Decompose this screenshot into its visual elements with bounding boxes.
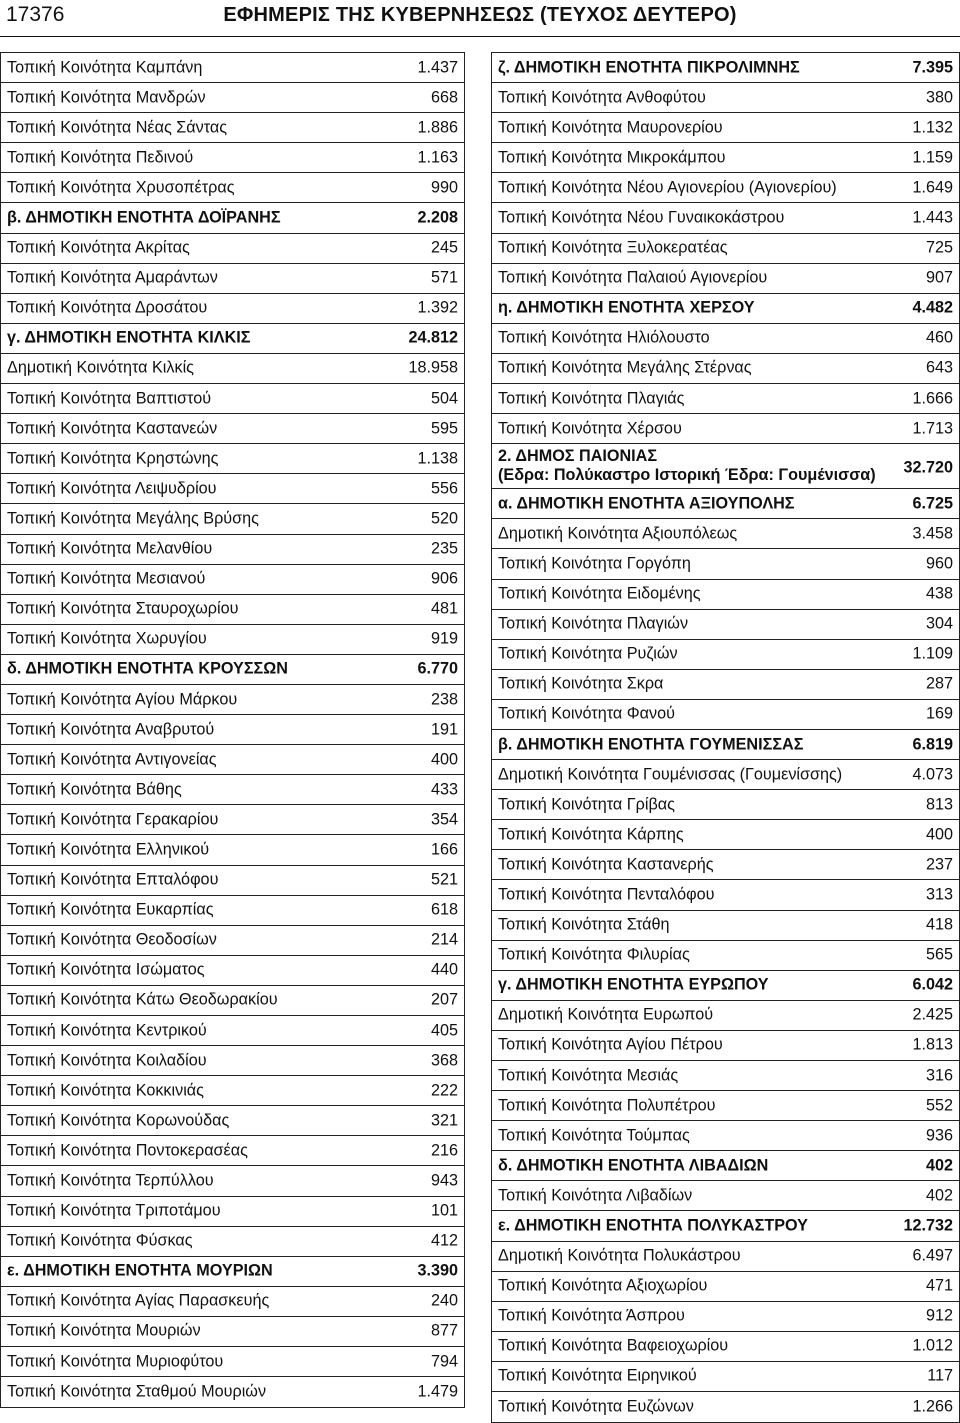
community-name: Τοπική Κοινότητα Νέου Γυναικοκάστρου <box>498 208 785 227</box>
population-value: 6.725 <box>912 494 953 513</box>
population-value: 813 <box>925 795 953 814</box>
population-value: 166 <box>430 840 458 859</box>
population-value: 565 <box>925 945 953 964</box>
population-value: 222 <box>430 1081 458 1100</box>
community-row <box>1 414 464 444</box>
population-value: 936 <box>925 1126 953 1145</box>
community-row <box>1 113 464 143</box>
community-row <box>1 715 464 745</box>
population-value: 990 <box>430 178 458 197</box>
community-name: Τοπική Κοινότητα Φιλυρίας <box>498 945 690 964</box>
population-value: 906 <box>430 569 458 588</box>
population-value: 1.886 <box>417 118 458 137</box>
population-value: 4.073 <box>912 765 953 784</box>
population-value: 1.109 <box>912 644 953 663</box>
community-row <box>1 1347 464 1377</box>
community-name: Τοπική Κοινότητα Κεντρικού <box>7 1021 207 1040</box>
community-row <box>1 1016 464 1046</box>
community-row <box>492 820 959 850</box>
population-value: 521 <box>430 870 458 889</box>
community-name: Τοπική Κοινότητα Ειρηνικού <box>498 1366 697 1385</box>
community-name: Τοπική Κοινότητα Αξιοχωρίου <box>498 1276 708 1295</box>
community-name: Τοπική Κοινότητα Αγίου Πέτρου <box>498 1035 723 1054</box>
community-row <box>1 474 464 504</box>
section-heading-row <box>492 971 959 1001</box>
community-row <box>492 414 959 444</box>
population-value: 3.458 <box>912 524 953 543</box>
community-name: ε. ΔΗΜΟΤΙΚΗ ΕΝΟΤΗΤΑ ΜΟΥΡΙΩΝ <box>7 1261 273 1280</box>
population-value: 18.958 <box>408 358 458 377</box>
population-value: 1.163 <box>417 148 458 167</box>
community-row <box>1 1377 464 1407</box>
community-name: Τοπική Κοινότητα Καστανερής <box>498 855 714 874</box>
community-row <box>492 1332 959 1362</box>
community-row <box>1 926 464 956</box>
community-row <box>492 1302 959 1332</box>
section-heading-row <box>492 1211 959 1241</box>
community-name: Τοπική Κοινότητα Κοιλαδίου <box>7 1051 207 1070</box>
community-name: Τοπική Κοινότητα Ρυζιών <box>498 644 678 663</box>
community-name: Τοπική Κοινότητα Βαπτιστού <box>7 389 212 408</box>
community-row <box>1 595 464 625</box>
community-name: Τοπική Κοινότητα Χέρσου <box>498 419 682 438</box>
population-value: 725 <box>925 238 953 257</box>
population-value: 618 <box>430 900 458 919</box>
community-name: Τοπική Κοινότητα Πλαγιών <box>498 614 689 633</box>
community-name: Δημοτική Κοινότητα Ευρωπού <box>498 1005 714 1024</box>
population-value: 287 <box>925 674 953 693</box>
community-row <box>1 143 464 173</box>
community-name: Δημοτική Κοινότητα Γουμένισσας (Γουμενίσσης) <box>498 765 843 784</box>
community-name: Τοπική Κοινότητα Αγίου Μάρκου <box>7 690 238 709</box>
community-name: Τοπική Κοινότητα Γρίβας <box>498 795 675 814</box>
community-name: δ. ΔΗΜΟΤΙΚΗ ΕΝΟΤΗΤΑ ΛΙΒΑΔΙΩΝ <box>498 1156 769 1175</box>
community-name: Τοπική Κοινότητα Μανδρών <box>7 88 206 107</box>
population-value: 214 <box>430 930 458 949</box>
community-name: Τοπική Κοινότητα Κοκκινιάς <box>7 1081 204 1100</box>
community-row <box>492 113 959 143</box>
community-name: Τοπική Κοινότητα Χωρυγίου <box>7 629 207 648</box>
population-value: 12.732 <box>903 1216 953 1235</box>
community-name: β. ΔΗΜΟΤΙΚΗ ΕΝΟΤΗΤΑ ΔΟΪΡΑΝΗΣ <box>7 208 281 227</box>
population-value: 571 <box>430 268 458 287</box>
community-row <box>1 173 464 203</box>
section-heading-row <box>1 655 464 685</box>
community-row <box>1 775 464 805</box>
community-name: Τοπική Κοινότητα Κρηστώνης <box>7 449 219 468</box>
community-row <box>492 1181 959 1211</box>
community-name: Τοπική Κοινότητα Φύσκας <box>7 1231 193 1250</box>
population-value: 7.395 <box>912 58 953 77</box>
community-name: Τοπική Κοινότητα Φανού <box>498 704 675 723</box>
section-heading-row <box>492 444 959 489</box>
population-value: 471 <box>925 1276 953 1295</box>
community-name: Τοπική Κοινότητα Κάρπης <box>498 825 684 844</box>
community-name: ζ. ΔΗΜΟΤΙΚΗ ΕΝΟΤΗΤΑ ΠΙΚΡΟΛΙΜΝΗΣ <box>498 58 800 77</box>
population-value: 6.770 <box>417 659 458 678</box>
community-row <box>492 760 959 790</box>
community-row <box>492 234 959 264</box>
population-value: 402 <box>925 1156 953 1175</box>
community-row <box>1 294 464 324</box>
community-name: Δημοτική Κοινότητα Πολυκάστρου <box>498 1246 741 1265</box>
community-row <box>492 610 959 640</box>
community-row <box>492 264 959 294</box>
population-value: 907 <box>925 268 953 287</box>
community-name: γ. ΔΗΜΟΤΙΚΗ ΕΝΟΤΗΤΑ ΕΥΡΩΠΟΥ <box>498 975 769 994</box>
community-name: Τοπική Κοινότητα Μικροκάμπου <box>498 148 726 167</box>
community-row <box>492 1272 959 1302</box>
population-value: 1.649 <box>912 178 953 197</box>
community-name: Τοπική Κοινότητα Σταθμού Μουριών <box>7 1382 267 1401</box>
population-value: 117 <box>927 1366 953 1385</box>
community-row <box>1 1197 464 1227</box>
population-value: 595 <box>430 419 458 438</box>
right-population-table <box>491 52 960 1423</box>
community-name: Τοπική Κοινότητα Τούμπας <box>498 1126 690 1145</box>
community-row <box>492 324 959 354</box>
population-value: 101 <box>430 1201 458 1220</box>
community-row <box>1 685 464 715</box>
community-name: Τοπική Κοινότητα Μαυρονερίου <box>498 118 723 137</box>
community-name: Τοπική Κοινότητα Ελληνικού <box>7 840 210 859</box>
community-row <box>1 444 464 474</box>
community-row <box>1 956 464 986</box>
population-value: 1.666 <box>912 389 953 408</box>
population-value: 405 <box>430 1021 458 1040</box>
left-population-table <box>0 52 465 1408</box>
page-number: 17376 <box>6 3 65 26</box>
population-value: 6.819 <box>912 735 953 754</box>
community-name: Τοπική Κοινότητα Γοργόπη <box>498 554 691 573</box>
population-value: 6.042 <box>912 975 953 994</box>
population-value: 1.392 <box>417 298 458 317</box>
population-value: 1.012 <box>912 1336 953 1355</box>
community-row <box>1 83 464 113</box>
population-value: 4.482 <box>912 298 953 317</box>
community-name: Τοπική Κοινότητα Μεγάλης Βρύσης <box>7 509 259 528</box>
community-row <box>492 1242 959 1272</box>
community-row <box>1 1076 464 1106</box>
community-row <box>492 1061 959 1091</box>
community-name: Τοπική Κοινότητα Βαφειοχωρίου <box>498 1336 729 1355</box>
community-name: δ. ΔΗΜΟΤΙΚΗ ΕΝΟΤΗΤΑ ΚΡΟΥΣΣΩΝ <box>7 659 288 678</box>
community-name: Τοπική Κοινότητα Δροσάτου <box>7 298 208 317</box>
community-name: Δημοτική Κοινότητα Κιλκίς <box>7 358 194 377</box>
community-name: Τοπική Κοινότητα Αναβρυτού <box>7 720 215 739</box>
community-name: Τοπική Κοινότητα Θεοδοσίων <box>7 930 217 949</box>
community-name: Τοπική Κοινότητα Παλαιού Αγιονερίου <box>498 268 768 287</box>
section-heading-row <box>1 203 464 233</box>
community-name: Τοπική Κοινότητα Αγίας Παρασκευής <box>7 1291 270 1310</box>
population-value: 520 <box>430 509 458 528</box>
community-row <box>1 1136 464 1166</box>
community-row <box>1 896 464 926</box>
community-name: Τοπική Κοινότητα Πεδινού <box>7 148 194 167</box>
community-row <box>1 805 464 835</box>
community-name <box>498 447 876 485</box>
community-name: Τοπική Κοινότητα Νέου Αγιονερίου (Αγιονερίου) <box>498 178 837 197</box>
population-value: 643 <box>925 358 953 377</box>
community-row <box>492 1362 959 1392</box>
community-row <box>492 1031 959 1061</box>
population-value: 552 <box>925 1096 953 1115</box>
community-row <box>1 234 464 264</box>
community-row <box>1 565 464 595</box>
community-name: Τοπική Κοινότητα Αμαράντων <box>7 268 218 287</box>
community-name: Τοπική Κοινότητα Ξυλοκερατέας <box>498 238 728 257</box>
community-row <box>1 535 464 565</box>
community-name: Τοπική Κοινότητα Ευκαρπίας <box>7 900 214 919</box>
community-name: Τοπική Κοινότητα Μελανθίου <box>7 539 213 558</box>
section-heading-row <box>492 1151 959 1181</box>
population-value: 438 <box>925 584 953 603</box>
population-value: 380 <box>925 88 953 107</box>
community-row <box>492 850 959 880</box>
community-name: Τοπική Κοινότητα Σκρα <box>498 674 664 693</box>
section-heading-row <box>492 53 959 83</box>
community-row <box>492 1392 959 1422</box>
community-name: Τοπική Κοινότητα Μεγάλης Στέρνας <box>498 358 752 377</box>
community-name: Τοπική Κοινότητα Τριποτάμου <box>7 1201 221 1220</box>
community-name: Τοπική Κοινότητα Πλαγιάς <box>498 389 685 408</box>
population-value: 368 <box>430 1051 458 1070</box>
community-row <box>492 580 959 610</box>
population-value: 321 <box>430 1111 458 1130</box>
community-row <box>492 549 959 579</box>
population-value: 1.266 <box>912 1397 953 1416</box>
page-header <box>0 0 960 40</box>
population-value: 400 <box>925 825 953 844</box>
community-name: Τοπική Κοινότητα Λειψυδρίου <box>7 479 217 498</box>
community-name: Τοπική Κοινότητα Μεσιάς <box>498 1066 679 1085</box>
population-value: 316 <box>925 1066 953 1085</box>
population-value: 238 <box>430 690 458 709</box>
community-name: Τοπική Κοινότητα Πολυπέτρου <box>498 1096 716 1115</box>
community-name: Τοπική Κοινότητα Ευζώνων <box>498 1397 694 1416</box>
population-value: 245 <box>430 238 458 257</box>
community-name: Τοπική Κοινότητα Βάθης <box>7 780 182 799</box>
population-value: 216 <box>430 1141 458 1160</box>
community-name: β. ΔΗΜΟΤΙΚΗ ΕΝΟΤΗΤΑ ΓΟΥΜΕΝΙΣΣΑΣ <box>498 735 804 754</box>
population-value: 304 <box>925 614 953 633</box>
community-name: α. ΔΗΜΟΤΙΚΗ ΕΝΟΤΗΤΑ ΑΞΙΟΥΠΟΛΗΣ <box>498 494 795 513</box>
community-row <box>1 835 464 865</box>
municipality-seat-note: (Εδρα: Πολύκαστρο Ιστορική Έδρα: Γουμένισσα) <box>498 466 876 485</box>
community-name: Τοπική Κοινότητα Μουριών <box>7 1321 201 1340</box>
community-name: Τοπική Κοινότητα Αντιγονείας <box>7 750 217 769</box>
population-value: 24.812 <box>408 328 458 347</box>
community-row <box>492 384 959 414</box>
community-row <box>492 354 959 384</box>
community-row <box>1 1227 464 1257</box>
community-name: Τοπική Κοινότητα Καμπάνη <box>7 58 203 77</box>
community-name: Δημοτική Κοινότητα Αξιουπόλεως <box>498 524 738 543</box>
community-name: Τοπική Κοινότητα Γερακαρίου <box>7 810 219 829</box>
community-row <box>492 911 959 941</box>
community-name: γ. ΔΗΜΟΤΙΚΗ ΕΝΟΤΗΤΑ ΚΙΛΚΙΣ <box>7 328 251 347</box>
section-heading-row <box>492 294 959 324</box>
population-value: 32.720 <box>903 458 953 477</box>
community-name: Τοπική Κοινότητα Σταυροχωρίου <box>7 599 239 618</box>
population-value: 237 <box>925 855 953 874</box>
community-row <box>492 640 959 670</box>
community-row <box>1 625 464 655</box>
population-value: 1.479 <box>417 1382 458 1401</box>
population-value: 794 <box>430 1352 458 1371</box>
population-value: 2.425 <box>912 1005 953 1024</box>
community-name: Τοπική Κοινότητα Άσπρου <box>498 1306 685 1325</box>
community-row <box>492 1121 959 1151</box>
population-value: 240 <box>430 1291 458 1310</box>
community-name: Τοπική Κοινότητα Καστανεών <box>7 419 218 438</box>
community-row <box>1 1106 464 1136</box>
population-value: 191 <box>430 720 458 739</box>
community-row <box>492 790 959 820</box>
population-value: 504 <box>430 389 458 408</box>
population-value: 207 <box>430 990 458 1009</box>
population-value: 3.390 <box>417 1261 458 1280</box>
population-value: 912 <box>925 1306 953 1325</box>
population-value: 418 <box>925 915 953 934</box>
community-row <box>1 986 464 1016</box>
community-row <box>1 384 464 414</box>
population-value: 313 <box>925 885 953 904</box>
population-value: 960 <box>925 554 953 573</box>
community-row <box>492 880 959 910</box>
section-heading-row <box>492 489 959 519</box>
population-value: 668 <box>430 88 458 107</box>
population-value: 169 <box>925 704 953 723</box>
community-row <box>1 1317 464 1347</box>
community-name: Τοπική Κοινότητα Κορωνούδας <box>7 1111 230 1130</box>
population-value: 433 <box>430 780 458 799</box>
header-divider <box>0 36 960 37</box>
population-value: 481 <box>430 599 458 618</box>
section-heading-row <box>1 1257 464 1287</box>
population-value: 1.159 <box>912 148 953 167</box>
community-name: Τοπική Κοινότητα Ειδομένης <box>498 584 701 603</box>
population-value: 400 <box>430 750 458 769</box>
community-row <box>1 1166 464 1196</box>
community-row <box>492 1001 959 1031</box>
community-row <box>1 1287 464 1317</box>
population-value: 235 <box>430 539 458 558</box>
community-row <box>492 83 959 113</box>
community-name: Τοπική Κοινότητα Μυριοφύτου <box>7 1352 224 1371</box>
population-value: 1.713 <box>912 419 953 438</box>
community-row <box>1 745 464 775</box>
community-row <box>492 1091 959 1121</box>
population-value: 2.208 <box>417 208 458 227</box>
community-row <box>492 143 959 173</box>
municipality-name: 2. ΔΗΜΟΣ ΠΑΙΟΝΙΑΣ <box>498 447 658 466</box>
population-value: 919 <box>430 629 458 648</box>
community-row <box>1 264 464 294</box>
population-value: 6.497 <box>912 1246 953 1265</box>
community-name: Τοπική Κοινότητα Νέας Σάντας <box>7 118 228 137</box>
population-value: 1.132 <box>912 118 953 137</box>
community-row <box>1 354 464 384</box>
population-value: 556 <box>430 479 458 498</box>
population-value: 1.813 <box>912 1035 953 1054</box>
community-row <box>492 670 959 700</box>
community-name: Τοπική Κοινότητα Πενταλόφου <box>498 885 715 904</box>
community-name: Τοπική Κοινότητα Ποντοκερασέας <box>7 1141 248 1160</box>
community-row <box>492 700 959 730</box>
population-value: 412 <box>430 1231 458 1250</box>
community-name: Τοπική Κοινότητα Επταλόφου <box>7 870 219 889</box>
community-name: Τοπική Κοινότητα Μεσιανού <box>7 569 206 588</box>
community-name: η. ΔΗΜΟΤΙΚΗ ΕΝΟΤΗΤΑ ΧΕΡΣΟΥ <box>498 298 755 317</box>
population-value: 1.437 <box>417 58 458 77</box>
community-name: Τοπική Κοινότητα Στάθη <box>498 915 670 934</box>
community-name: Τοπική Κοινότητα Ανθοφύτου <box>498 88 706 107</box>
community-name: Τοπική Κοινότητα Χρυσοπέτρας <box>7 178 235 197</box>
community-name: Τοπική Κοινότητα Λιβαδίων <box>498 1186 693 1205</box>
population-value: 943 <box>430 1171 458 1190</box>
population-value: 1.138 <box>417 449 458 468</box>
community-row <box>1 504 464 534</box>
population-value: 1.443 <box>912 208 953 227</box>
population-value: 402 <box>925 1186 953 1205</box>
section-heading-row <box>492 730 959 760</box>
community-row <box>492 173 959 203</box>
community-name: Τοπική Κοινότητα Τερπύλλου <box>7 1171 214 1190</box>
community-row <box>492 519 959 549</box>
community-name: Τοπική Κοινότητα Ισώματος <box>7 960 205 979</box>
community-name: Τοπική Κοινότητα Ακρίτας <box>7 238 190 257</box>
journal-title: ΕΦΗΜΕΡΙΣ ΤΗΣ ΚΥΒΕΡΝΗΣΕΩΣ (ΤΕΥΧΟΣ ΔΕΥΤΕΡΟ) <box>223 4 737 26</box>
community-row <box>1 53 464 83</box>
community-name: ε. ΔΗΜΟΤΙΚΗ ΕΝΟΤΗΤΑ ΠΟΛΥΚΑΣΤΡΟΥ <box>498 1216 808 1235</box>
community-row <box>1 866 464 896</box>
population-value: 440 <box>430 960 458 979</box>
community-row <box>492 941 959 971</box>
community-row <box>492 203 959 233</box>
population-value: 877 <box>430 1321 458 1340</box>
population-value: 354 <box>430 810 458 829</box>
community-name: Τοπική Κοινότητα Κάτω Θεοδωρακίου <box>7 990 278 1009</box>
section-heading-row <box>1 324 464 354</box>
population-value: 460 <box>925 328 953 347</box>
community-row <box>1 1046 464 1076</box>
community-name: Τοπική Κοινότητα Ηλιόλουστο <box>498 328 710 347</box>
